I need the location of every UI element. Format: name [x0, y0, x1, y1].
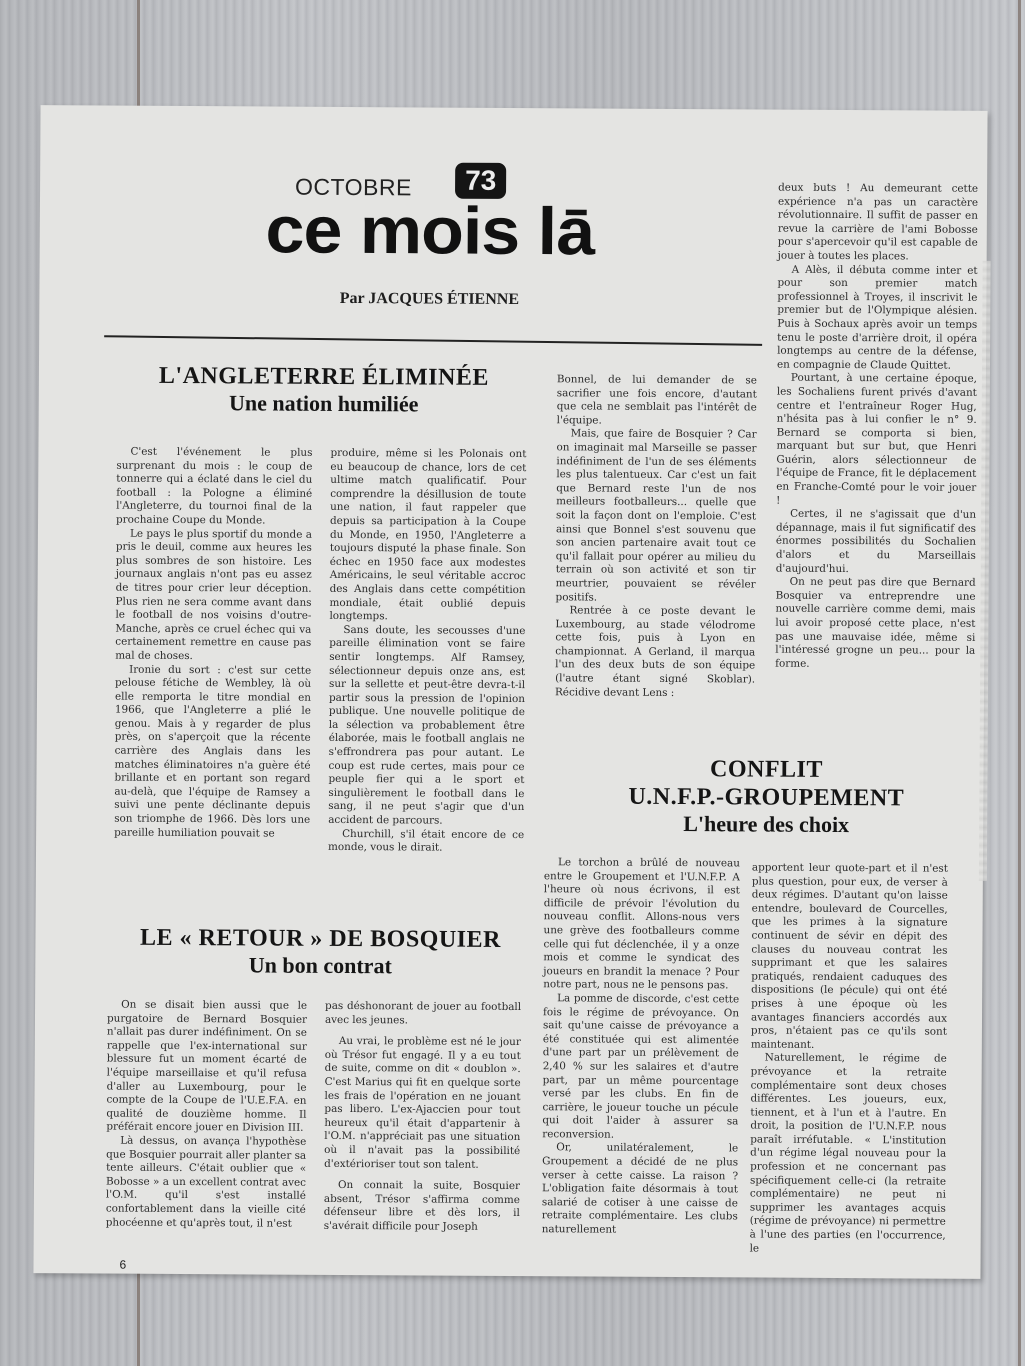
- paragraph: produire, même si les Polonais ont eu beaucoup de chance, lors de cet ultime match qualificatif. Pour comprendre la désillusion de toute une nation, il faut rappeler que depuis sa participation à la Coupe du Monde, en 1950, l'Angleterre a toujours disputé la phase finale. Son échec en 1950 face aux modestes Américains, le seul véritable accroc des Anglais dans cette compétition mondiale, était oublié depuis longtemps.: [329, 446, 527, 623]
- article-column: [542, 856, 740, 1238]
- paragraph: Le torchon a brûlé de nouveau entre le Groupement et l'U.N.F.P. A l'heure où nous écrivons, il est difficile de prévoir l'évolution du nouveau conflit. Allons-nous vers une grève des footballeurs comme celle qui fut déclenchée, il y a onze mois et comme le syndicat des joueurs en brandit la menace ? Pour notre part, nous ne le pensons pas.: [543, 856, 740, 992]
- article-column: [555, 373, 757, 700]
- article-column: [106, 999, 307, 1231]
- paragraph: On connait la suite, Bosquier absent, Trésor s'affirma comme défenseur libre et dès lors, il s'avérait difficile pour Joseph: [323, 1179, 521, 1233]
- masthead: [160, 161, 700, 309]
- paragraph: Pourtant, à une certaine époque, les Sochaliens furent privés d'avant centre et l'entraîneur Roger Hug, n'hésita pas à lui confier le n° 9. Bernard se comporta si bien, marquant but sur but, que Henri Guérin, alors sélectionneur de l'équipe de France, fit le déplacement en Franche-Comté pour le voir jouer !: [776, 372, 977, 507]
- page-title: ce mois lā: [265, 192, 595, 269]
- paragraph: Là dessus, on avança l'hypothèse que Bosquier pourrait aller planter sa tente ailleurs. C'était oublier que « Bobosse » a un excellent contrat avec l'O.M. qu'il s'est installé confortablement dans la vieille cité phocéenne et qu'après tout, il n'est: [105, 1134, 307, 1230]
- paragraph: La pomme de discorde, c'est cette fois le régime de prévoyance. On sait qu'une caisse de prévoyance a été constituée qui est alimentée d'une part par un prélèvement de 2,40 % sur les salaires et d'autre part, par un même pourcentage versé par les clubs. En fin de carrière, le joueur touche un pécule qui doit l'aider à assurer sa reconversion.: [542, 992, 740, 1141]
- paragraph: apportent leur quote-part et il n'est plus question, pour eux, de verser à deux régimes. D'autant qu'on laisse entendre, boulevard de Courcelles, que les primes à la signature continuent de sévir en dépit des clauses du nouveau contrat les supprimant et que les salaires pratiqués, rendaient caduques des dispositions (le pécule) qui ont été prises à une époque où les avantages financiers accordés aux pros, n'étaient pas ce qu'ils sont maintenant.: [750, 861, 948, 1051]
- article-column: [775, 182, 978, 673]
- paragraph: Mais, que faire de Bosquier ? Car on imaginait mal Marseille se passer indéfiniment de l'un de ses éléments les plus talentueux. Car c'est un fait que Bernard reste l'un de nos meilleurs footballeurs... quelle que soit la façon dont on l'emploie. C'est ainsi que Bonnel s'est souvenu que son ancien partenaire avait tout ce qu'il fallait pour opérer au milieu du terrain où son activité et son tir meurtrier, pouvaient se révéler positifs.: [555, 427, 757, 604]
- paragraph: deux buts ! Au demeurant cette expérience n'a pas un caractère révolutionnaire. Il suffit de passer en revue la carrière de l'ami Bobosse pour s'apercevoir qu'il est capable de jouer à toutes les places.: [777, 181, 979, 263]
- month-label: OCTOBRE: [295, 173, 412, 201]
- byline: Par JACQUES ÉTIENNE: [339, 289, 520, 309]
- header-divider: [104, 335, 762, 345]
- floor-plank-seam: [1018, 0, 1021, 1366]
- paragraph: A Alès, il débuta comme inter et pour son premier match professionnel à Troyes, il inscrivit le premier but de l'Olympique alésien. Puis à Sochaux après avoir un temps tenu le poste d'arrière droit, il opéra longtemps au centre de la défense, en compagnie de Claude Quittet.: [776, 263, 978, 372]
- paragraph: Or, unilatéralement, le Groupement a décidé de ne plus verser à cette caisse. La raison ? L'obligation faite désormais à tout salarié de cotiser à une caisse de retraite complémentaire. Les clubs naturellement: [541, 1141, 739, 1236]
- article-column: [114, 446, 312, 841]
- paragraph: Ironie du sort : c'est sur cette pelouse fétiche de Wembley, là où elle remporta le titre mondial en 1966, que l'Angleterre a plié le genou. Mais à y regarder de plus près, on s'aperçoit que la récente carrière des Anglais dans les matches éliminatoires n'a guère été brillante et en portant son regard au-delà, que l'équipe de Ramsey a suivi une pente déclinante depuis son triomphe de 1966. Dès lors une pareille humiliation pouvait se: [114, 663, 312, 840]
- paragraph: Certes, il ne s'agissait que d'un dépannage, mais il fut significatif des énormes possibilités du Sochalien d'alors et du Marseillais d'aujourd'hui.: [775, 507, 977, 575]
- paragraph: C'est l'événement le plus surprenant du mois : le coup de tonnerre qui a éclaté dans le ciel du football : la Pologne a éliminé l'Angleterre, du tournoi final de la prochaine Coupe du Monde.: [116, 445, 313, 527]
- magazine-page: [33, 105, 987, 1279]
- article-column: [750, 861, 948, 1256]
- paragraph: On ne peut pas dire que Bernard Bosquier va entreprendre une nouvelle carrière comme demi, mais lui avoir proposé cette place, n'est pas une mauvaise idée, même si l'intéressé grogne un peu... pour la forme.: [775, 575, 976, 670]
- paragraph: Bonnel, de lui demander de se sacrifier une fois encore, d'autant que cela ne semblait pas l'intérêt de l'équipe.: [556, 373, 757, 427]
- paragraph: Naturellement, le régime de prévoyance et la retraite complémentaire sont deux choses différentes. Les joueurs, eux, tiennent, et à l'un et à l'autre. En droit, la position de l'U.N.F.P. nous paraît irréfutable. « L'institution d'un régime légal nouveau pour la profession et ne concernant pas spécifiquement celle-ci (la retraite complémentaire) ne peut ni supprimer les avantages acquis (régime de prévoyance) ni permettre à l'une des parties (en l'occurrence, le: [749, 1051, 947, 1255]
- torn-edge: [979, 261, 991, 881]
- year-badge: 73: [455, 163, 506, 199]
- article-headline-unfp: CONFLIT U.N.F.P.-GROUPEMENT L'heure des choix: [628, 756, 905, 838]
- paragraph: Rentrée à ce poste devant le Luxembourg, au stade vélodrome cette fois, puis à Lyon en championnat. A Gerland, il marqua l'un des deux buts de son équipe (l'autre étant signé Skoblar). Récidive devant Lens :: [554, 604, 756, 699]
- article-headline-angleterre: L'ANGLETERRE ÉLIMINÉE Une nation humiliée: [158, 362, 489, 417]
- paragraph: On se disait bien aussi que le purgatoire de Bernard Bosquier n'allait pas durer indéfiniment. On se rappelle que l'ex-international sur blessure fut un moment écarté de l'équipe marseillaise et qu'il refusa d'aller au Luxembourg, pour le compte de la Coupe de l'U.E.F.A. en qualité de douzième homme. Il préférait encore jouer en Division III.: [106, 998, 308, 1135]
- article-column: [328, 447, 526, 856]
- paragraph: Le pays le plus sportif du monde a pris le deuil, comme aux heures les plus sombres de son histoire. Les journaux anglais n'ont pas eu assez de titres pour crier leur déception. Plus rien ne sera comme avant dans le football de nos voisins d'outre-Manche, après ce cruel échec qui va certainement remettre en cause pas mal de choses.: [115, 527, 312, 662]
- page-number: 6: [119, 1257, 127, 1272]
- paragraph: Au vrai, le problème est né le jour où Trésor fut engagé. Il y a eu tout de suite, comme on dit « doublon ». C'est Marius qui fit en quelque sorte les frais de l'opération en ne jouant pas libero. L'ex-Ajaccien pour tout heureux qu'il était d'appartenir à l'O.M. n'appréciait pas une situation où il n'avait pas la possibilité d'extérioriser tout son talent.: [324, 1035, 521, 1171]
- paragraph: pas déshonorant de jouer au football avec les jeunes.: [324, 999, 522, 1026]
- article-column: [324, 1000, 521, 1235]
- paragraph: Churchill, s'il était encore de ce monde, vous le dirait.: [328, 827, 525, 854]
- paragraph: Sans doute, les secousses d'une pareille élimination vont se faire sentir longtemps. Alf Ramsey, sélectionneur depuis onze ans, est sur la sellette et peut-être devra-t-il partir sous la pression de l'opinion publique. Une nouvelle politique de la sélection va probablement être élaborée, mais le football anglais ne s'effrondrera pas pour autant. Le coup est rude certes, mais pour ce peuple fier qui a le sport et singulièrement le football dans le sang, il ne peut s'agir que d'un accident de parcours.: [328, 623, 526, 827]
- article-headline-bosquier: LE « RETOUR » DE BOSQUIER Un bon contrat: [140, 924, 501, 979]
